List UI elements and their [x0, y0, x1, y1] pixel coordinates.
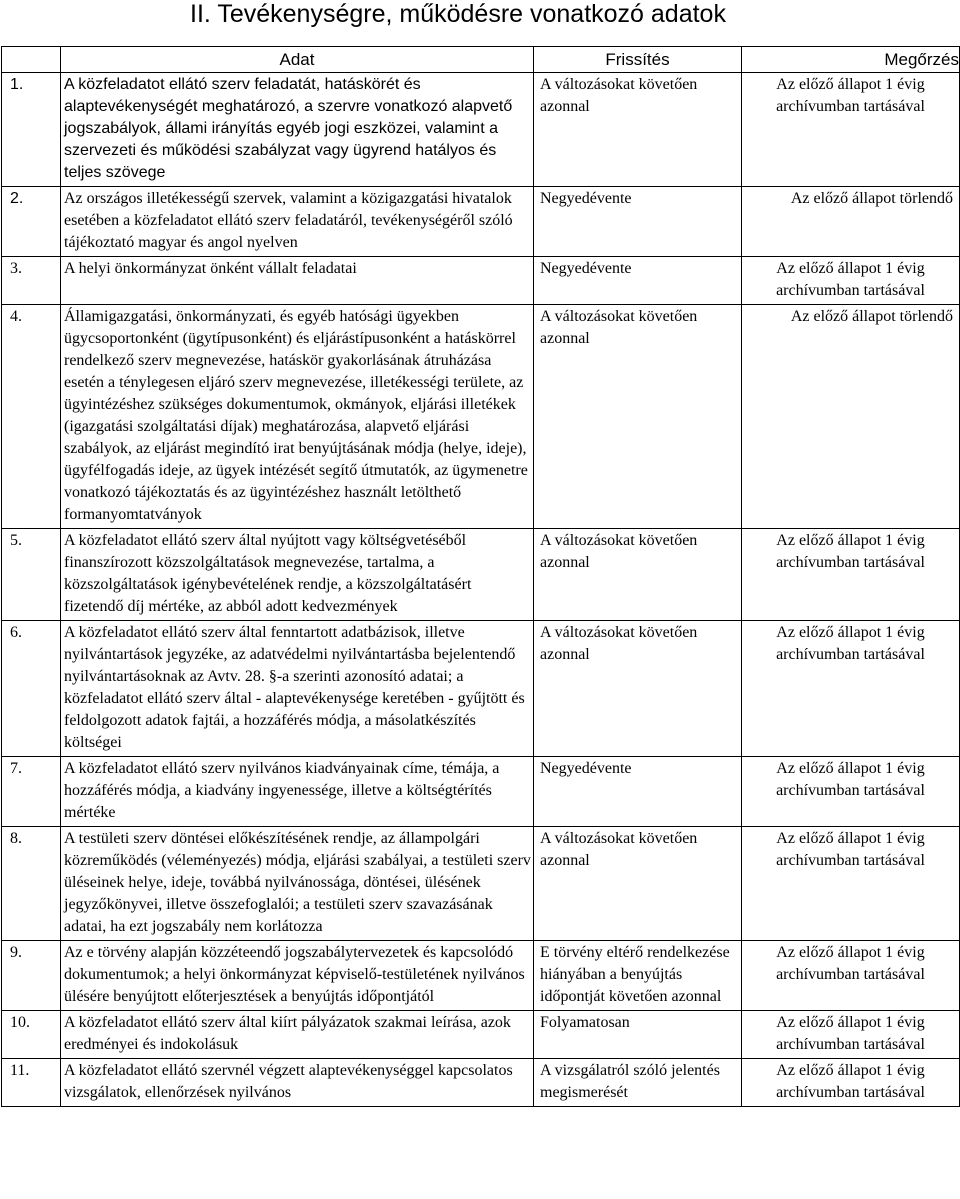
- row-number: 1.: [2, 73, 61, 187]
- row-refresh: E törvény eltérő rendelkezése hiányában a benyújtás időpontját követően azonnal: [534, 941, 742, 1011]
- row-keep: Az előző állapot 1 évig archívumban tartásával: [742, 757, 960, 827]
- row-data: A helyi önkormányzat önként vállalt feladatai: [61, 257, 534, 305]
- row-data: A testületi szerv döntései előkészítésének rendje, az állampolgári közreműködés (véleményezés) módja, eljárási szabályai, a testületi szerv üléseinek helye, ideje, továbbá nyilvánossága, döntései, ülésének jegyzőkönyvei, illetve összefoglalói; a testületi szerv szavazásának adatai, ha ezt jogszabály nem korlátozza: [61, 827, 534, 941]
- header-keep: Megőrzés: [742, 47, 960, 73]
- row-data: A közfeladatot ellátó szervnél végzett alaptevékenységgel kapcsolatos vizsgálatok, ellenőrzések nyilvános: [61, 1059, 534, 1107]
- row-data: A közfeladatot ellátó szerv által fenntartott adatbázisok, illetve nyilvántartások jegyzéke, az adatvédelmi nyilvántartásba bejelentendő nyilvántartásoknak az Avtv. 28. §-a szerinti azonosító adatai; a közfeladatot ellátó szerv által - alaptevékenysége keretében - gyűjtött és feldolgozott adatok fajtái, a hozzáférés módja, a másolatkészítés költségei: [61, 621, 534, 757]
- row-number: 9.: [2, 941, 61, 1011]
- row-data: A közfeladatot ellátó szerv feladatát, hatáskörét és alaptevékenységét meghatározó, a szervre vonatkozó alapvető jogszabályok, állami irányítás egyéb jogi eszközei, valamint a szervezeti és működési szabályzat vagy ügyrend hatályos és teljes szövege: [61, 73, 534, 187]
- table-row: [2, 187, 960, 257]
- row-refresh: Negyedévente: [534, 187, 742, 257]
- row-keep: Az előző állapot 1 évig archívumban tartásával: [742, 941, 960, 1011]
- table-row: [2, 73, 960, 187]
- table-row: [2, 941, 960, 1011]
- row-keep: Az előző állapot 1 évig archívumban tartásával: [742, 73, 960, 187]
- row-refresh: A változásokat követően azonnal: [534, 73, 742, 187]
- row-keep: Az előző állapot törlendő: [742, 305, 960, 529]
- table-row: [2, 529, 960, 621]
- row-number: 7.: [2, 757, 61, 827]
- table-row: [2, 257, 960, 305]
- row-keep: Az előző állapot 1 évig archívumban tartásával: [742, 1011, 960, 1059]
- row-keep: Az előző állapot 1 évig archívumban tartásával: [742, 621, 960, 757]
- row-data: A közfeladatot ellátó szerv által kiírt pályázatok szakmai leírása, azok eredményei és indokolásuk: [61, 1011, 534, 1059]
- row-number: 8.: [2, 827, 61, 941]
- row-data: A közfeladatot ellátó szerv által nyújtott vagy költségvetéséből finanszírozott közszolgáltatások megnevezése, tartalma, a közszolgáltatások igénybevételének rendje, a közszolgáltatásért fizetendő díj mértéke, az abból adott kedvezmények: [61, 529, 534, 621]
- row-keep: Az előző állapot 1 évig archívumban tartásával: [742, 827, 960, 941]
- row-keep: Az előző állapot törlendő: [742, 187, 960, 257]
- page-title: II. Tevékenységre, működésre vonatkozó adatok: [190, 0, 726, 28]
- row-refresh: A változásokat követően azonnal: [534, 529, 742, 621]
- row-refresh: Negyedévente: [534, 757, 742, 827]
- row-keep: Az előző állapot 1 évig archívumban tartásával: [742, 257, 960, 305]
- row-number: 4.: [2, 305, 61, 529]
- row-refresh: A vizsgálatról szóló jelentés megismerését: [534, 1059, 742, 1107]
- header-refresh: Frissítés: [534, 47, 742, 73]
- row-number: 10.: [2, 1011, 61, 1059]
- row-data: Az országos illetékességű szervek, valamint a közigazgatási hivatalok esetében a közfeladatot ellátó szerv feladatáról, tevékenységéről szóló tájékoztató magyar és angol nyelven: [61, 187, 534, 257]
- row-refresh: A változásokat követően azonnal: [534, 305, 742, 529]
- row-refresh: A változásokat követően azonnal: [534, 621, 742, 757]
- row-data: Az e törvény alapján közzéteendő jogszabálytervezetek és kapcsolódó dokumentumok; a helyi önkormányzat képviselő-testületének nyilvános ülésére benyújtott előterjesztések a benyújtás időpontjától: [61, 941, 534, 1011]
- table-header-row: [2, 47, 960, 73]
- table-row: [2, 1011, 960, 1059]
- row-keep: Az előző állapot 1 évig archívumban tartásával: [742, 529, 960, 621]
- table-row: [2, 757, 960, 827]
- table-row: [2, 1059, 960, 1107]
- row-number: 5.: [2, 529, 61, 621]
- header-cell-empty: [2, 47, 61, 73]
- row-number: 6.: [2, 621, 61, 757]
- row-data: A közfeladatot ellátó szerv nyilvános kiadványainak címe, témája, a hozzáférés módja, a kiadvány ingyenessége, illetve a költségtérítés mértéke: [61, 757, 534, 827]
- row-keep: Az előző állapot 1 évig archívumban tartásával: [742, 1059, 960, 1107]
- row-refresh: Folyamatosan: [534, 1011, 742, 1059]
- table-row: [2, 827, 960, 941]
- row-refresh: Negyedévente: [534, 257, 742, 305]
- table-row: [2, 305, 960, 529]
- data-table: [1, 46, 960, 1107]
- table-row: [2, 621, 960, 757]
- header-data: Adat: [61, 47, 534, 73]
- row-number: 11.: [2, 1059, 61, 1107]
- row-number: 3.: [2, 257, 61, 305]
- row-number: 2.: [2, 187, 61, 257]
- row-refresh: A változásokat követően azonnal: [534, 827, 742, 941]
- row-data: Államigazgatási, önkormányzati, és egyéb hatósági ügyekben ügycsoportonként (ügytípusonként) és eljárástípusonként a hatáskörrel rendelkező szerv megnevezése, hatáskör gyakorlásának átruházása esetén a ténylegesen eljáró szerv megnevezése, illetékességi területe, az ügyintézéshez szükséges dokumentumok, okmányok, eljárási illetékek (igazgatási szolgáltatási díjak) meghatározása, alapvető eljárási szabályok, az eljárást megindító irat benyújtásának módja (helye, ideje), ügyfélfogadás ideje, az ügyek intézését segítő útmutatók, az ügymenetre vonatkozó tájékoztatás és az ügyintézéshez használt letölthető formanyomtatványok: [61, 305, 534, 529]
